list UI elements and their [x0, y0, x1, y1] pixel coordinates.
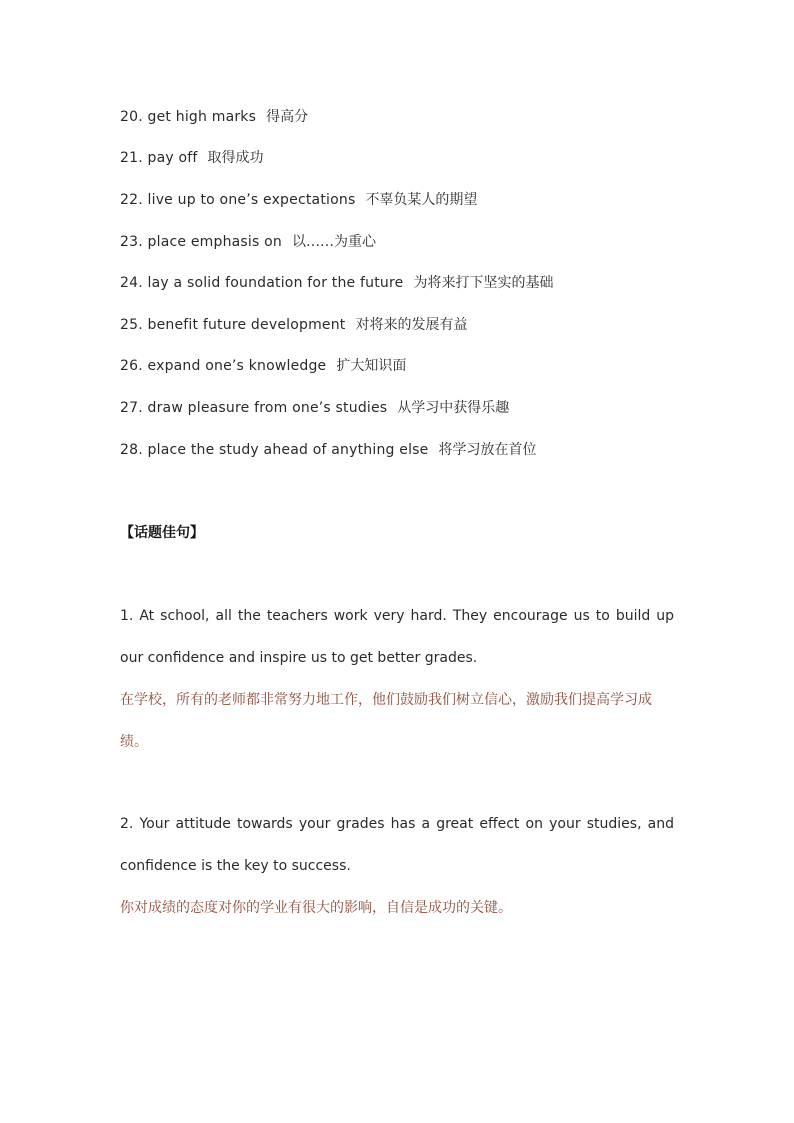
phrase-item-25	[120, 315, 468, 335]
phrase-chinese: 将学习放在首位	[438, 442, 537, 458]
phrase-english: 28. place the study ahead of anything else	[120, 442, 429, 458]
phrase-english: 22. live up to one’s expectations	[120, 192, 356, 208]
sentence-english-2: 2. Your attitude towards your grades has a great effect on your studies, and confidence is the key to success.	[120, 816, 674, 874]
phrase-item-20	[120, 107, 308, 127]
phrase-english: 26. expand one’s knowledge	[120, 358, 327, 374]
phrase-chinese: 对将来的发展有益	[355, 317, 468, 333]
phrase-item-27	[120, 398, 509, 418]
phrase-chinese: 以……为重心	[292, 234, 376, 250]
phrase-item-26	[120, 356, 406, 376]
sentence-chinese-1: 在学校，所有的老师都非常努力地工作，他们鼓励我们树立信心，激励我们提高学习成绩。	[120, 692, 652, 750]
phrase-english: 23. place emphasis on	[120, 234, 282, 250]
phrase-item-22	[120, 190, 477, 210]
phrase-item-21	[120, 148, 264, 168]
phrase-english: 24. lay a solid foundation for the future	[120, 275, 404, 291]
phrase-chinese: 取得成功	[207, 150, 264, 166]
sentence-english-1: 1. At school, all the teachers work very hard. They encourage us to build up our confidence and inspire us to get better grades.	[120, 608, 674, 666]
phrase-item-23	[120, 232, 376, 252]
phrase-item-24	[120, 273, 553, 293]
sentence-chinese-2: 你对成绩的态度对你的学业有很大的影响，自信是成功的关键。	[120, 900, 512, 916]
phrase-english: 27. draw pleasure from one’s studies	[120, 400, 388, 416]
phrase-chinese: 从学习中获得乐趣	[397, 400, 510, 416]
phrase-chinese: 得高分	[266, 109, 309, 125]
phrase-english: 20. get high marks	[120, 109, 257, 125]
phrase-item-28	[120, 440, 536, 460]
phrase-english: 21. pay off	[120, 150, 198, 166]
phrase-chinese: 为将来打下坚实的基础	[413, 275, 554, 291]
phrase-chinese: 不辜负某人的期望	[365, 192, 478, 208]
phrase-english: 25. benefit future development	[120, 317, 346, 333]
phrase-chinese: 扩大知识面	[336, 358, 407, 374]
section-heading: 【话题佳句】	[120, 525, 204, 541]
